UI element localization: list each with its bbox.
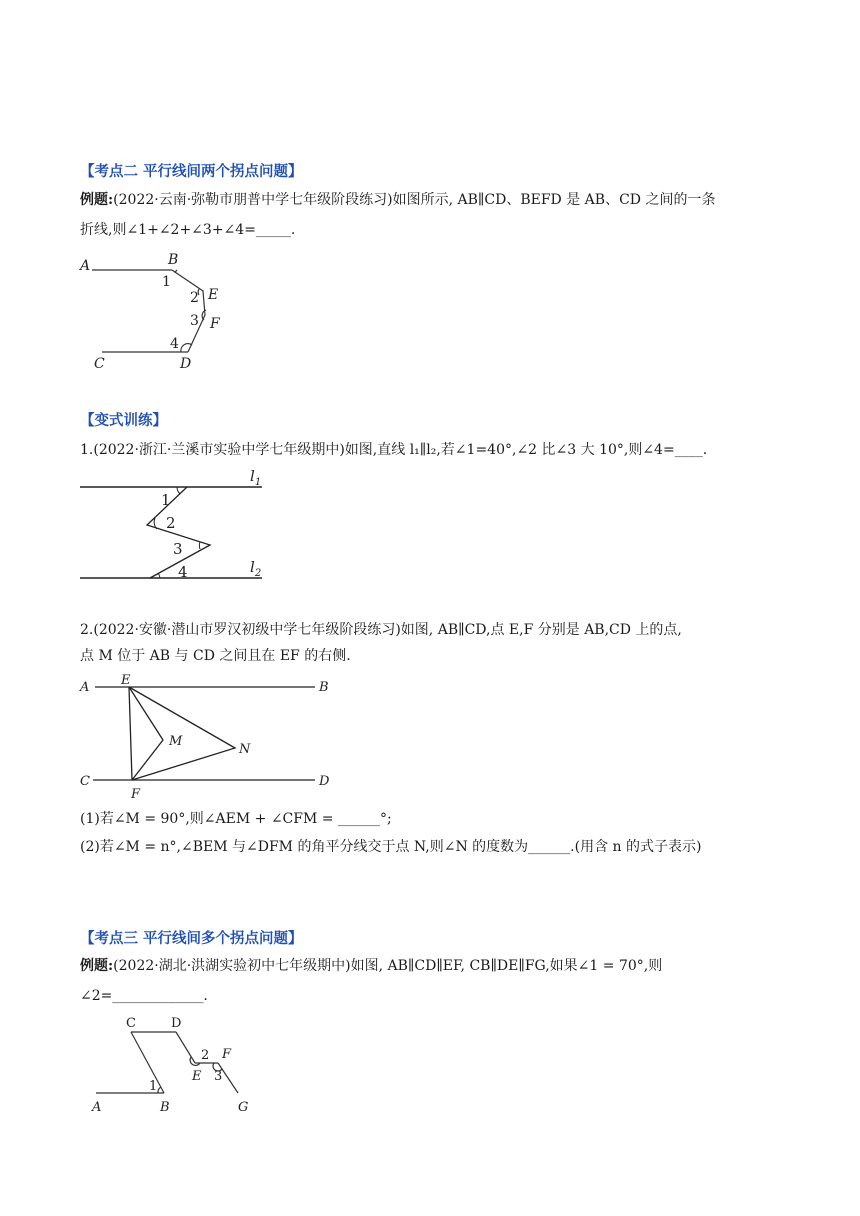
q2-label-d: D [319,774,330,789]
kp2-label-f: F [210,316,220,332]
variant-q1-figure [75,465,275,585]
kp3-segment-bc [131,1032,164,1093]
kp3-label-a: A [92,1100,102,1115]
q2-segment-ef [129,687,132,780]
section-heading-kp2: 【考点二 平行线间两个拐点问题】 [80,164,303,180]
kp2-label-2: 2 [190,290,199,306]
q1-label-l2: $l_2$ [250,558,262,579]
kp3-example-label: 例题: [80,958,114,974]
kp2-figure [78,250,238,375]
kp3-label-b: B [160,1100,170,1115]
kp2-label-1: 1 [162,274,171,290]
q1-label-4: 4 [178,563,188,581]
q2-label-e: E [121,673,131,688]
kp2-example-text: (2022·云南·弥勒市朋普中学七年级阶段练习)如图所示, AB∥CD、BEFD 是 AB、CD 之间的一条 [113,192,716,208]
kp3-label-g: G [238,1100,249,1115]
q1-label-l1: $l_1$ [250,467,262,488]
kp3-label-2: 2 [201,1048,210,1063]
kp2-example-line1 [80,189,715,211]
kp2-label-b: B [168,252,179,268]
kp3-label-3: 3 [214,1069,223,1084]
variant-q2-line1: 2.(2022·安徽·潜山市罗汉初级中学七年级阶段练习)如图, AB∥CD,点 E,F 分别是 AB,CD 上的点, [80,622,682,638]
kp2-label-3: 3 [190,313,199,329]
section-heading-variant: 【变式训练】 [80,413,167,429]
kp2-example-label: 例题: [80,192,114,208]
kp3-label-1: 1 [149,1079,158,1094]
kp2-label-a: A [80,258,91,274]
q2-label-b: B [319,680,329,695]
kp2-label-d: D [180,356,192,372]
kp3-label-d: D [171,1016,182,1031]
kp3-figure [88,1010,263,1115]
variant-q2-figure [75,672,345,800]
q2-label-a: A [80,680,90,695]
variant-q2-part2: (2)若∠M = n°,∠BEM 与∠DFM 的角平分线交于点 N,则∠N 的度数为______.(用含 n 的式子表示) [80,839,702,855]
variant-q1-text: 1.(2022·浙江·兰溪市实验中学七年级期中)如图,直线 l₁∥l₂,若∠1=40°,∠2 比∠3 大 10°,则∠4=____. [80,442,708,458]
q2-label-m: M [169,734,183,749]
q2-label-n: N [239,742,251,757]
variant-q2-line2: 点 M 位于 AB 与 CD 之间且在 EF 的右侧. [80,648,351,664]
section-heading-kp3: 【考点三 平行线间多个拐点问题】 [80,931,303,947]
q1-label-3: 3 [173,540,183,558]
variant-q2-part1: (1)若∠M = 90°,则∠AEM + ∠CFM = ______°; [80,811,392,827]
q1-angle-arc-1 [177,487,180,494]
q1-label-2: 2 [166,514,176,532]
kp3-example-line2: ∠2=_____________. [80,988,208,1004]
kp2-label-c: C [94,356,105,372]
kp2-label-e: E [208,287,219,303]
kp2-label-4: 4 [170,336,179,352]
kp3-label-e: E [192,1069,202,1084]
q1-angle-arc-3 [199,542,200,549]
q2-path-emf [129,687,163,780]
kp3-example-line1 [80,955,662,977]
kp3-label-c: C [126,1016,136,1031]
kp3-label-f: F [222,1047,232,1062]
q2-label-f: F [131,787,141,800]
q1-label-1: 1 [161,491,171,509]
q2-label-c: C [80,774,90,789]
kp3-example-text: (2022·湖北·洪湖实验初中七年级期中)如图, AB∥CD∥EF, CB∥DE∥FG,如果∠1 = 70°,则 [113,958,663,974]
kp2-example-line2: 折线,则∠1+∠2+∠3+∠4=_____. [80,222,296,238]
kp3-segment-de [176,1032,195,1063]
kp3-angle-arc-1 [158,1087,161,1093]
